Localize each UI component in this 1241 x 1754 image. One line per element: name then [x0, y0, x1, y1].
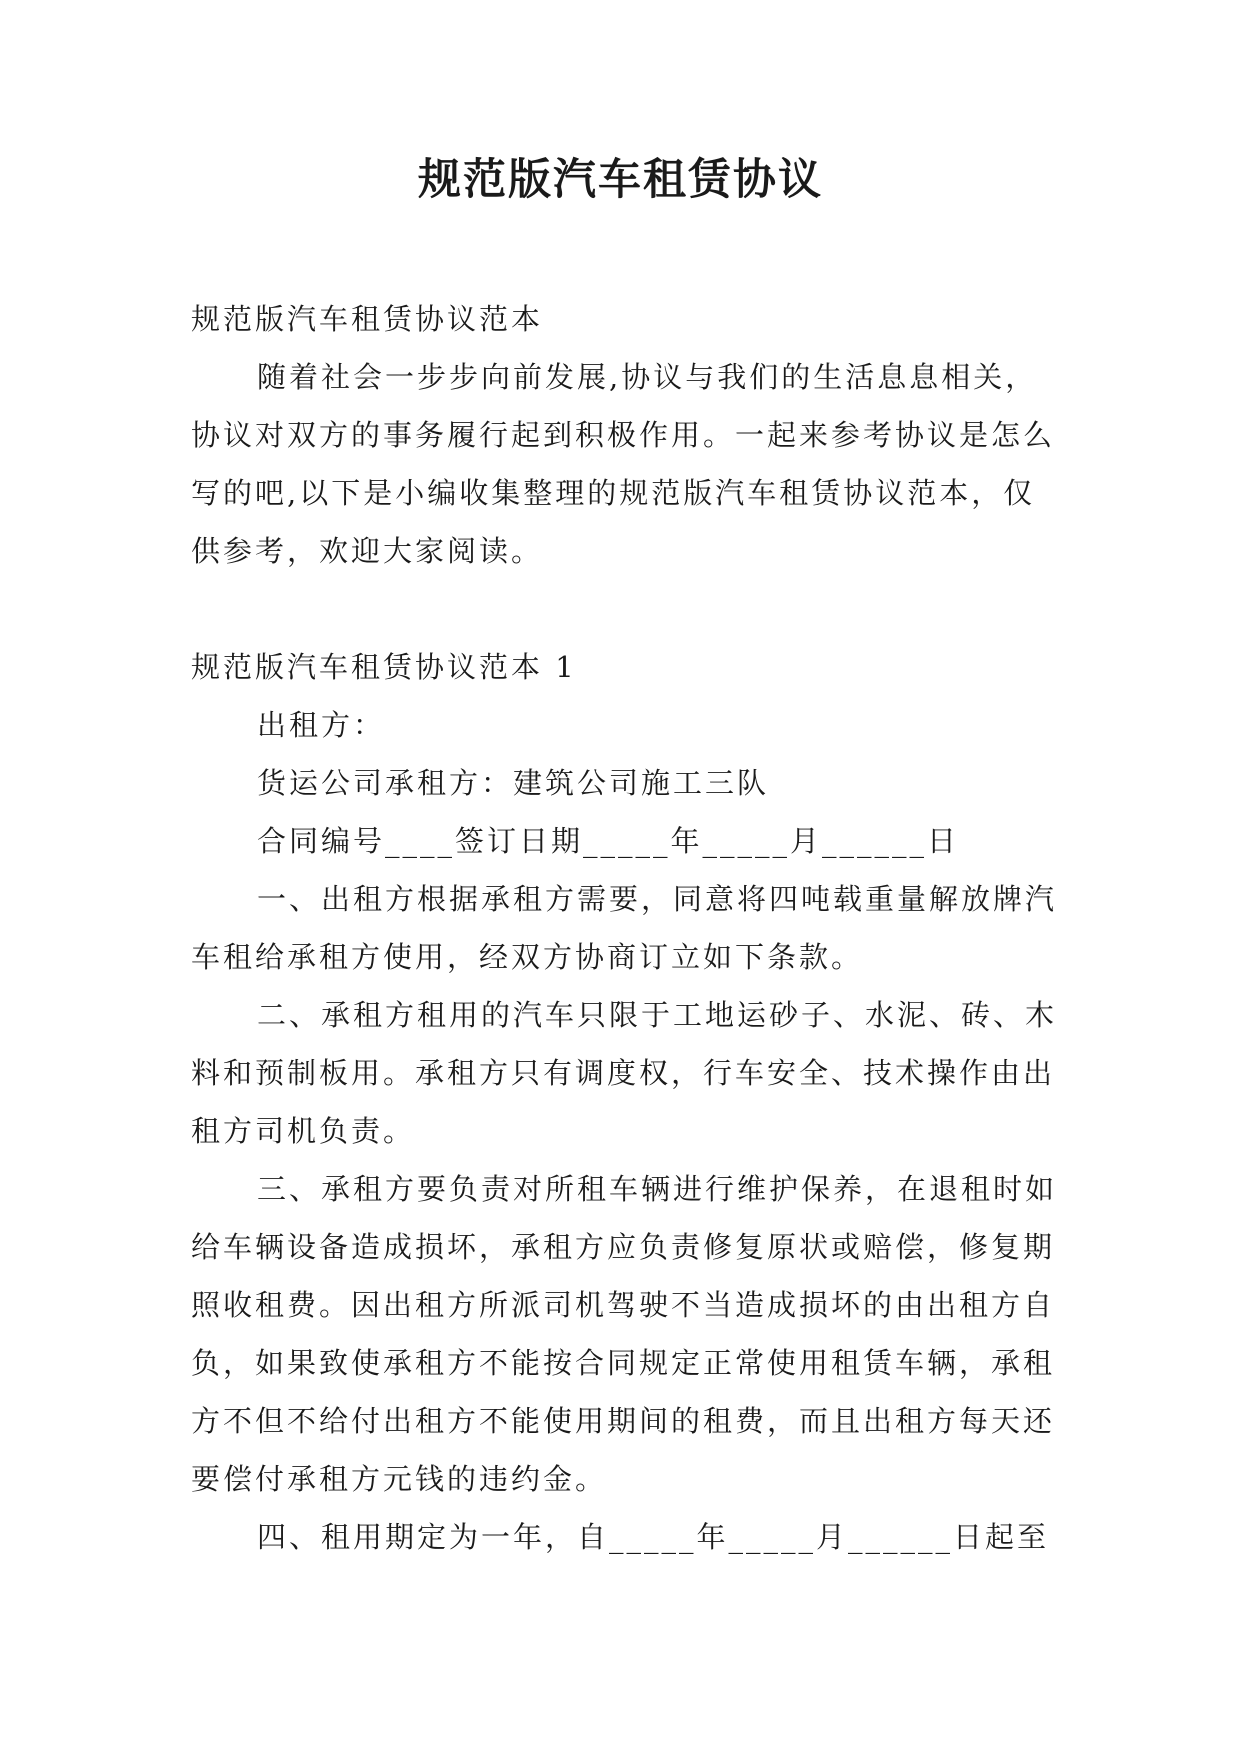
document-body — [191, 290, 1061, 1566]
intro-paragraph: 随着社会一步步向前发展,协议与我们的生活息息相关，协议对双方的事务履行起到积极作用。一起来参考协议是怎么写的吧,以下是小编收集整理的规范版汽车租赁协议范本，仅供参考，欢迎大家阅读。 — [191, 360, 1056, 568]
clause-1: 一、出租方根据承租方需要，同意将四吨载重量解放牌汽车租给承租方使用，经双方协商订立如下条款。 — [191, 882, 1058, 974]
clause-4: 四、租用期定为一年，自_____年_____月______日起至 — [257, 1520, 1050, 1554]
lessor-line: 出租方： — [257, 708, 386, 742]
contract-number-line: 合同编号____签订日期_____年_____月______日 — [257, 824, 960, 858]
section-heading-sample-1: 规范版汽车租赁协议范本 1 — [191, 650, 577, 684]
section-heading-intro: 规范版汽车租赁协议范本 — [191, 302, 544, 336]
section-gap — [191, 580, 1061, 638]
lessee-line: 货运公司承租方：建筑公司施工三队 — [257, 766, 770, 800]
document-title: 规范版汽车租赁协议 — [418, 155, 823, 205]
clause-3: 三、承租方要负责对所租车辆进行维护保养，在退租时如给车辆设备造成损坏，承租方应负责修复原状或赔偿，修复期照收租费。因出租方所派司机驾驶不当造成损坏的由出租方自负，如果致使承租方不能按合同规定正常使用租赁车辆，承租方不但不给付出租方不能使用期间的租费，而且出租方每天还要偿付承租方元钱的违约金。 — [191, 1172, 1058, 1496]
clause-2: 二、承租方租用的汽车只限于工地运砂子、水泥、砖、木料和预制板用。承租方只有调度权，行车安全、技术操作由出租方司机负责。 — [191, 998, 1058, 1148]
